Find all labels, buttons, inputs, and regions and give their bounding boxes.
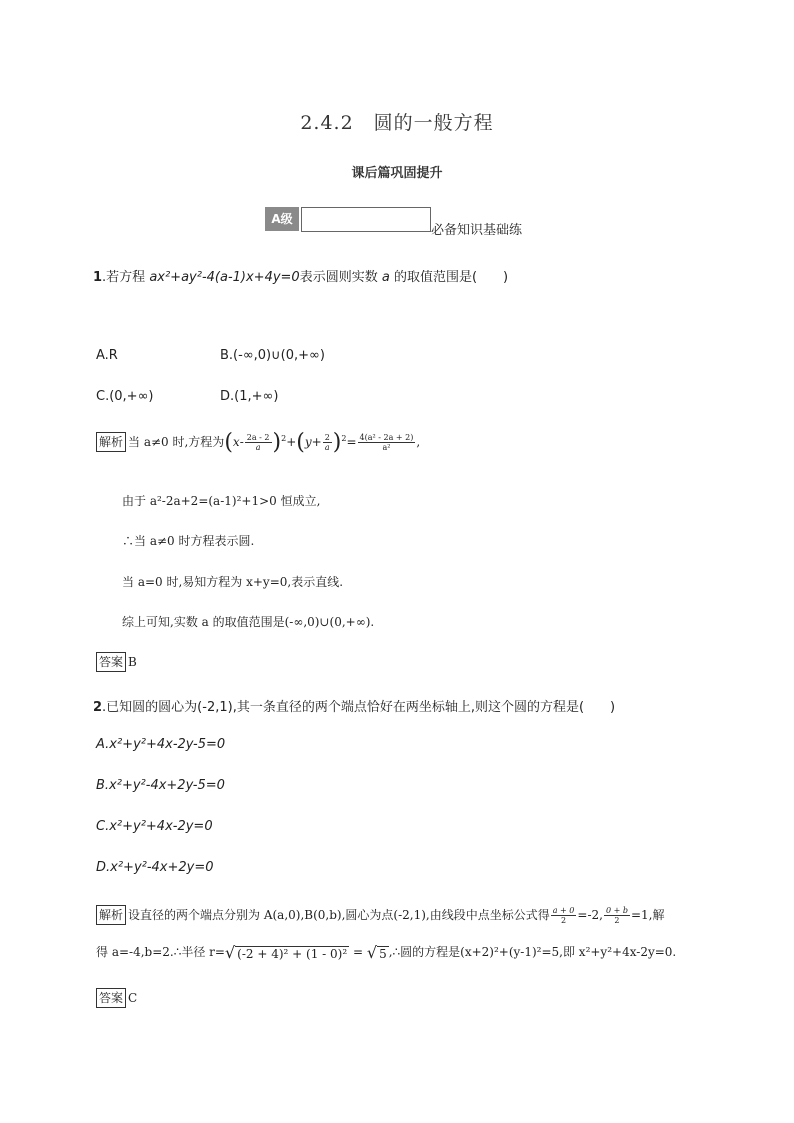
level-badge: A级	[265, 207, 299, 231]
level-blank-box	[301, 207, 431, 232]
q1-option-a: A.R	[96, 348, 118, 363]
q2-stem: 2.已知圆的圆心为(-2,1),其一条直径的两个端点恰好在两坐标轴上,则这个圆的方程是( )	[93, 700, 616, 715]
q2-analysis-tag: 解析	[96, 905, 126, 925]
q1-frac-1: $\frac{2a - 2}{a}$	[246, 433, 270, 452]
q2-analysis-line2: 得 a=-4,b=2.∴半径 r=√ (-2 + 4)² + (1 - 0)² = √ 5 ,∴圆的方程是(x+2)²+(y-1)²=5,即 x²+y²+4x-2y=0.	[96, 943, 677, 962]
q2-answer-value: C	[128, 991, 138, 1005]
q2-option-c: C.x²+y²+4x-2y=0	[96, 819, 213, 834]
q2-option-a: A.x²+y²+4x-2y-5=0	[96, 737, 226, 752]
q2-number: 2	[93, 700, 103, 715]
page-subtitle: 课后篇巩固提升	[351, 166, 443, 181]
q1-answer-value: B	[128, 655, 137, 669]
q1-analysis-tag: 解析	[96, 432, 126, 452]
q2-frac-1: $\frac{a + 0}{2}$	[552, 906, 575, 925]
sqrt-radical-2: √ 5	[366, 943, 387, 962]
q2-option-b: B.x²+y²-4x+2y-5=0	[96, 778, 225, 793]
q1-analysis-line2: 由于 a²-2a+2=(a-1)²+1>0 恒成立,	[122, 494, 321, 508]
q1-equation: ax²+ay²-4(a-1)x+4y=0	[149, 270, 300, 285]
q1-frac-rhs: $\frac{\text{4(a² - 2a + 2)}}{\text{a²}}$	[359, 433, 414, 452]
q2-frac-2: $\frac{0 + b}{2}$	[605, 906, 628, 925]
q1-option-b: B.(-∞,0)∪(0,+∞)	[220, 348, 325, 363]
q1-answer	[96, 652, 137, 672]
q2-answer	[96, 988, 137, 1008]
q1-analysis-line4: 当 a=0 时,易知方程为 x+y=0,表示直线.	[122, 575, 344, 589]
q1-option-d: D.(1,+∞)	[220, 389, 279, 404]
q1-answer-tag: 答案	[96, 652, 126, 672]
q1-number: 1	[93, 270, 103, 285]
q2-analysis-line1: 解析 设直径的两个端点分别为 A(a,0),B(0,b),圆心为点(-2,1),由线段中点坐标公式得 $\frac{a + 0}{2}$ =-2, $\frac{0 + b}{2}$ =1,解	[96, 905, 664, 925]
q1-frac-2: $\frac{2}{a}$	[324, 433, 330, 452]
q1-analysis-line5: 综上可知,实数 a 的取值范围是(-∞,0)∪(0,+∞).	[122, 615, 375, 629]
page-title: 2.4.2 圆的一般方程	[300, 112, 494, 134]
q1-option-c: C.(0,+∞)	[96, 389, 154, 404]
sqrt-radical-1: √ (-2 + 4)² + (1 - 0)²	[224, 943, 348, 962]
q2-answer-tag: 答案	[96, 988, 126, 1008]
q2-option-d: D.x²+y²-4x+2y=0	[96, 860, 214, 875]
q1-stem: 1.若方程 ax²+ay²-4(a-1)x+4y=0表示圆则实数 a 的取值范围是( )	[93, 270, 509, 285]
q1-analysis-line1: 解析 当 a≠0 时,方程为(x- $\frac{2a - 2}{a}$ )$^2$+(y+ $\frac{2}{a}$ )$^2$= $\frac{\text{4(a² - 2a + 2)}}{\text{a²}}$ ,	[96, 430, 420, 455]
level-label: 必备知识基础练	[431, 223, 523, 238]
q1-analysis-line3: ∴当 a≠0 时方程表示圆.	[122, 534, 255, 548]
